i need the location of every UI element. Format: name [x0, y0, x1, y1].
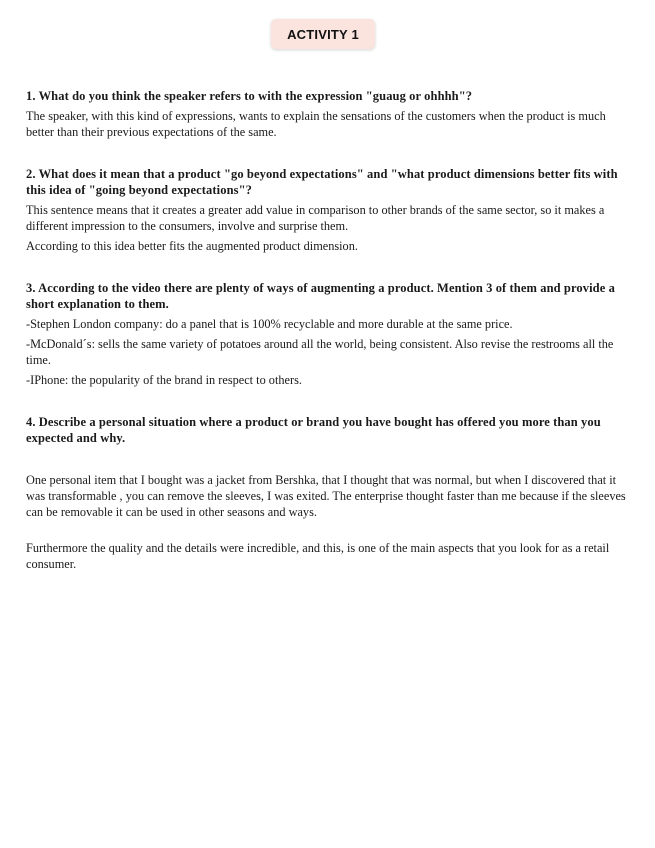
question-4: 4. Describe a personal situation where a product or brand you have bought has offered you more than you expected and why.: [26, 415, 601, 445]
question-block-3: [26, 280, 630, 388]
answer-1-paragraph-1: The speaker, with this kind of expressions, wants to explain the sensations of the customers when the product is much better than their previous expectations of the same.: [26, 109, 606, 139]
activity-title: ACTIVITY 1: [271, 19, 375, 49]
answer-3-item-3: -IPhone: the popularity of the brand in respect to others.: [26, 373, 302, 387]
answer-3-item-1: -Stephen London company: do a panel that is 100% recyclable and more durable at the same price.: [26, 317, 513, 331]
question-3: 3. According to the video there are plenty of ways of augmenting a product. Mention 3 of them and provide a short explanation to them.: [26, 281, 615, 311]
question-1: 1. What do you think the speaker refers to with the expression "guaug or ohhhh"?: [26, 89, 473, 103]
answer-4-paragraph-2: Furthermore the quality and the details were incredible, and this, is one of the main aspects that you look for as a retail consumer.: [26, 541, 610, 571]
answer-3-item-2: -McDonald´s: sells the same variety of potatoes around all the world, being consistent. Also revise the restrooms all the time.: [26, 337, 614, 367]
document-body: [26, 88, 630, 576]
answer-4-paragraph-1: One personal item that I bought was a jacket from Bershka, that I thought that was normal, but when I discovered that it was transformable , you can remove the sleeves, I was exited. The enterprise thought faster than me because if the sleeves can be removable it can be used in other seasons and ways.: [26, 473, 626, 519]
answer-2-paragraph-1: This sentence means that it creates a greater add value in comparison to other brands of the same sector, so it makes a different impression to the consumers, involve and surprise them.: [26, 203, 605, 233]
question-block-2: [26, 166, 630, 254]
question-2: 2. What does it mean that a product "go beyond expectations" and "what product dimensions better fits with this idea of "going beyond expectations"?: [26, 167, 618, 197]
question-block-1: [26, 88, 630, 140]
question-block-4: [26, 414, 630, 572]
answer-2-paragraph-2: According to this idea better fits the augmented product dimension.: [26, 239, 358, 253]
